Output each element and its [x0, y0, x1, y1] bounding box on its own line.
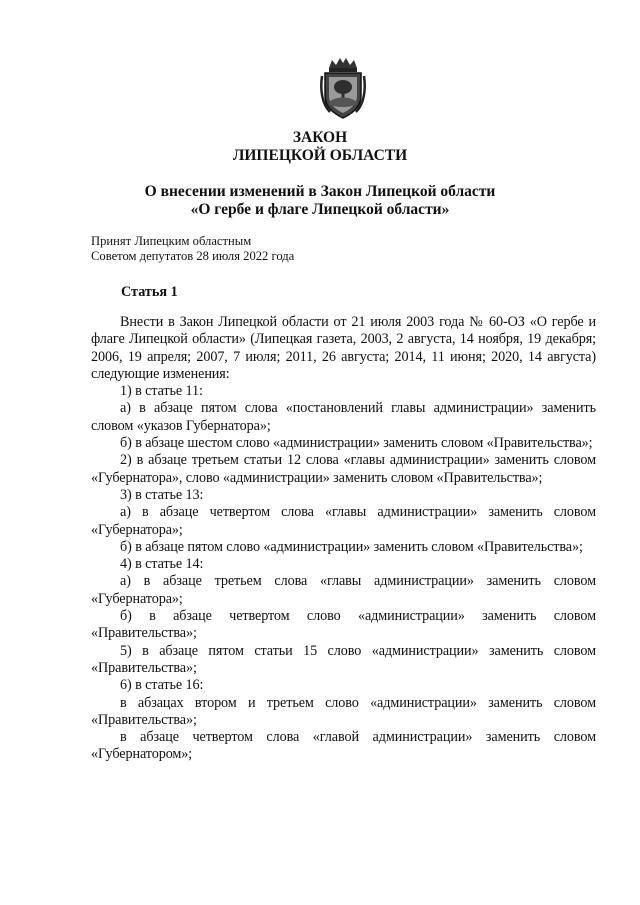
paragraph: Внести в Закон Липецкой области от 21 июля 2003 года № 60-ОЗ «О гербе и флаге Липецкой области» (Липецкая газета, 2003, 2 августа, 14 ноября, 19 декабря; 2006, 19 апреля; 2007, 7 июля; 2011, 26 августа; 2014, 11 июня; 2020, 14 августа) следующие изменения:: [91, 314, 596, 382]
adoption-note-line-2: Советом депутатов 28 июля 2022 года: [91, 249, 295, 263]
paragraph: а) в абзаце четвертом слова «главы администрации» заменить словом «Губернатора»;: [91, 504, 596, 538]
adoption-note-line-1: Принят Липецким областным: [91, 234, 252, 248]
paragraph: б) в абзаце пятом слово «администрации» заменить словом «Правительства»;: [120, 538, 583, 555]
paragraph: 6) в статье 16:: [120, 677, 204, 694]
law-title-line-1: О внесении изменений в Закон Липецкой области: [144, 183, 496, 200]
region-name: ЛИПЕЦКОЙ ОБЛАСТИ: [232, 147, 408, 164]
paragraph: в абзацах втором и третьем слово «администрации» заменить словом «Правительства»;: [91, 694, 596, 728]
paragraph: в абзаце четвертом слова «главой администрации» заменить словом «Губернатором»;: [91, 729, 596, 763]
paragraph: б) в абзаце шестом слово «администрации» заменить словом «Правительства»;: [120, 435, 593, 452]
paragraph: 2) в абзаце третьем статьи 12 слова «главы администрации» заменить словом «Губернатора», слово «администрации» заменить словом «Правительства»;: [91, 452, 596, 486]
paragraph: 3) в статье 13:: [120, 486, 204, 503]
paragraph: б) в абзаце четвертом слово «администрации» заменить словом «Правительства»;: [91, 608, 596, 642]
document-type: ЗАКОН: [292, 129, 348, 146]
paragraph: 4) в статье 14:: [120, 556, 204, 573]
paragraph: а) в абзаце третьем слова «главы администрации» заменить словом «Губернатора»;: [91, 573, 596, 607]
paragraph: 5) в абзаце пятом статьи 15 слово «администрации» заменить словом «Правительства»;: [91, 642, 596, 676]
paragraph: а) в абзаце пятом слова «постановлений главы администрации» заменить словом «указов Губернатора»;: [91, 400, 596, 434]
article-body: [91, 314, 596, 764]
law-title-line-2: «О гербе и флаге Липецкой области»: [190, 201, 450, 218]
paragraph: 1) в статье 11:: [120, 383, 203, 400]
article-heading: Статья 1: [121, 284, 178, 300]
coat-of-arms-icon: [318, 56, 368, 120]
